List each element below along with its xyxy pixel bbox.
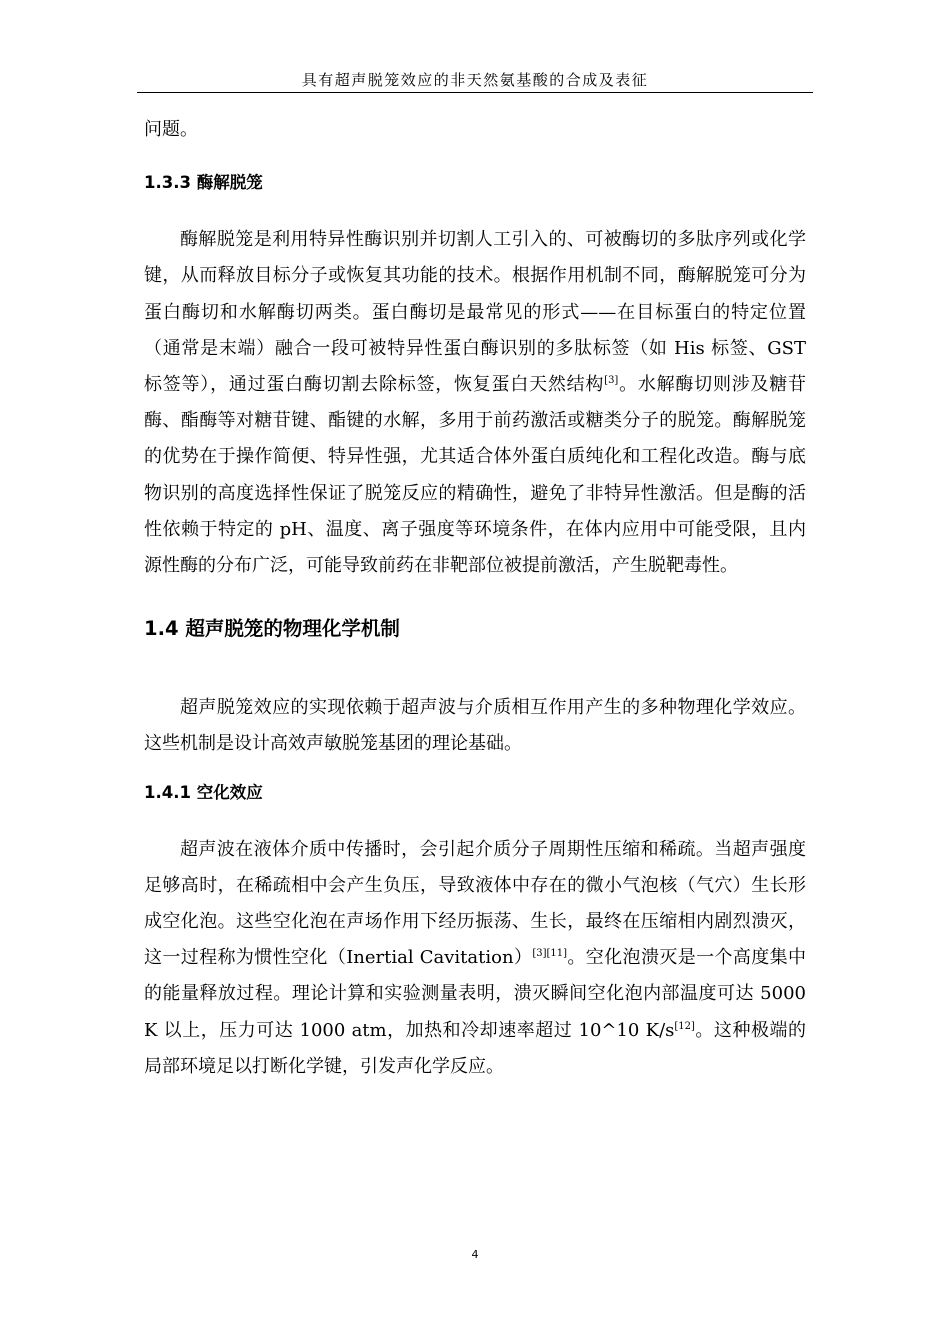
- section-heading-1-4: 1.4 超声脱笼的物理化学机制: [144, 617, 400, 641]
- page-content: [144, 112, 806, 1085]
- running-header: 具有超声脱笼效应的非天然氨基酸的合成及表征: [301, 71, 649, 89]
- fragment-paragraph: 问题。: [144, 119, 198, 140]
- paragraph-text: 。这种极端的局部环境足以打断化学键，引发声化学反应。: [144, 1019, 806, 1077]
- paragraph-cavitation: [144, 832, 806, 1085]
- citation: [3]: [604, 375, 619, 387]
- citation: [12]: [674, 1020, 695, 1032]
- header-rule: [137, 92, 813, 93]
- page-number: 4: [471, 1248, 479, 1261]
- section-heading-1-3-3: 1.3.3 酶解脱笼: [144, 173, 263, 193]
- section-heading-1-4-1: 1.4.1 空化效应: [144, 782, 263, 802]
- paragraph-ultrasound-mechanism: 超声脱笼效应的实现依赖于超声波与介质相互作用产生的多种物理化学效应。这些机制是设计高效声敏脱笼基团的理论基础。: [144, 697, 806, 755]
- paragraph-enzymatic-uncaging: [144, 222, 806, 584]
- citation: [3][11]: [532, 948, 568, 960]
- paragraph-text: 酶解脱笼是利用特异性酶识别并切割人工引入的、可被酶切的多肽序列或化学键，从而释放目标分子或恢复其功能的技术。根据作用机制不同，酶解脱笼可分为蛋白酶切和水解酶切两类。蛋白酶切是最常见的形式——在目标蛋白的特定位置（通常是末端）融合一段可被特异性蛋白酶识别的多肽标签（如 His 标签、GST 标签等），通过蛋白酶切割去除标签，恢复蛋白天然结构: [144, 229, 806, 396]
- paragraph-text: 超声波在液体介质中传播时，会引起介质分子周期性压缩和稀疏。当超声强度足够高时，在稀疏相中会产生负压，导致液体中存在的微小气泡核（气穴）生长形成空化泡。这些空化泡在声场作用下经历振荡、生长，最终在压缩相内剧烈溃灭，这一过程称为惯性空化（Inertial Cavitation）: [144, 838, 806, 969]
- paragraph-text: 。空化泡溃灭是一个高度集中的能量释放过程。理论计算和实验测量表明，溃灭瞬间空化泡内部温度可达 5000 K 以上，压力可达 1000 atm，加热和冷却速率超过 10^10 K/s: [144, 947, 806, 1041]
- paragraph-text: 。水解酶切则涉及糖苷酶、酯酶等对糖苷键、酯键的水解，多用于前药激活或糖类分子的脱笼。酶解脱笼的优势在于操作简便、特异性强，尤其适合体外蛋白质纯化和工程化改造。酶与底物识别的高度选择性保证了脱笼反应的精确性，避免了非特异性激活。但是酶的活性依赖于特定的 pH、温度、离子强度等环境条件，在体内应用中可能受限，且内源性酶的分布广泛，可能导致前药在非靶部位被提前激活，产生脱靶毒性。: [144, 374, 807, 577]
